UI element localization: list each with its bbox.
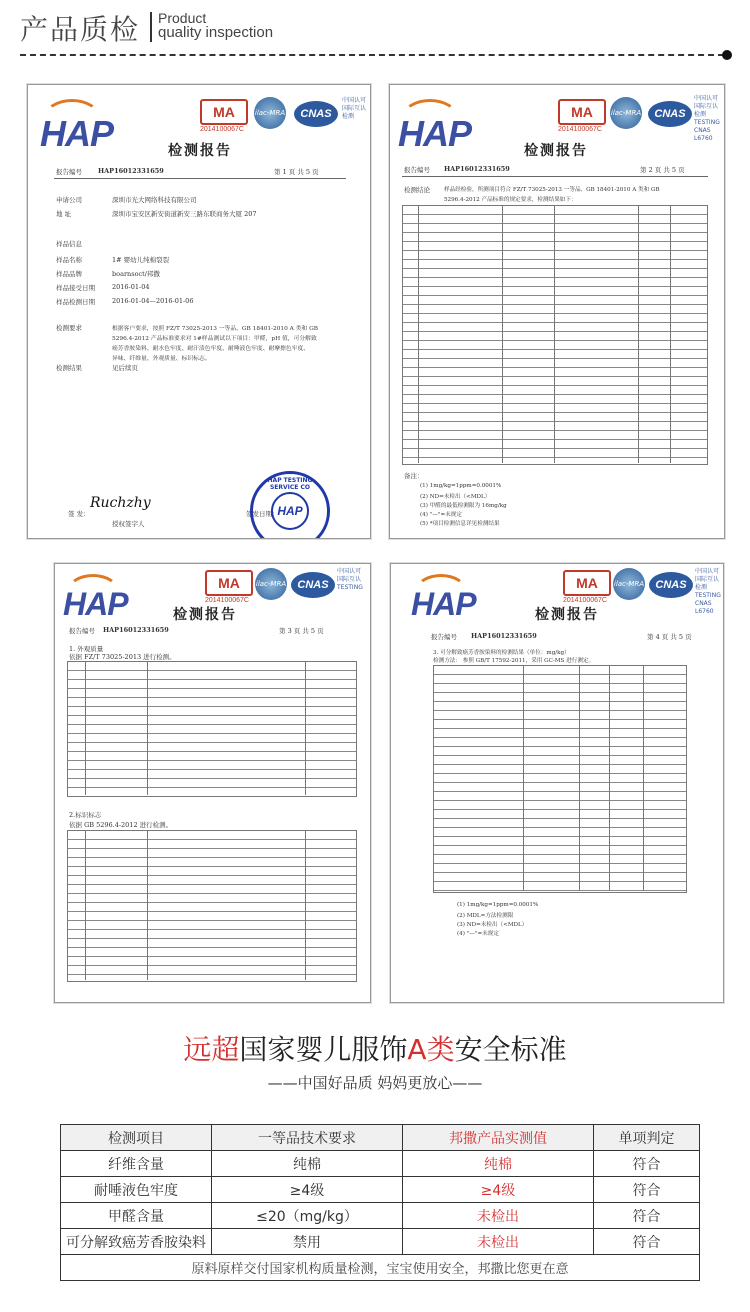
verdict-cell: 符合: [594, 1203, 700, 1229]
report-title: 检测报告: [524, 143, 588, 159]
table-col-line: [643, 665, 644, 891]
receive-date-label: 样品接受日期: [56, 284, 95, 292]
slogan-text-1: 国家婴儿服饰: [239, 1033, 408, 1066]
report-no-label: 报告编号: [431, 633, 457, 641]
table-row: [61, 1203, 700, 1229]
divider-dot: [722, 50, 732, 60]
ma-cert-logo: MA: [558, 99, 606, 125]
test-date-value: 2016-01-04—2016-01-06: [112, 297, 194, 305]
section-subtitle-en-2: quality inspection: [158, 24, 274, 41]
sign-label: 签 发：: [68, 510, 90, 518]
header-rule: [54, 178, 346, 179]
note-2: (2) ND=未检出（<MDL）: [420, 494, 491, 500]
report-no: HAP16012331659: [98, 167, 164, 175]
side-text-2: 国际互认: [342, 105, 367, 112]
brand-value: boarnsoct/邦撒: [112, 270, 160, 278]
seal-center-text: HAP: [271, 492, 309, 530]
cnas-logo: CNAS: [649, 572, 693, 598]
appearance-table: [67, 661, 357, 797]
side-text-5: CNAS L6760: [694, 127, 713, 142]
address-value: 深圳市宝安区新安街道新安三路东联商务大厦 207: [112, 210, 257, 218]
safety-slogan: [0, 1028, 750, 1068]
table-col-line: [579, 665, 580, 891]
header-cell: 邦撒产品实测值: [403, 1125, 594, 1151]
measured-cell: 未检出: [403, 1229, 594, 1255]
report-page-2: [389, 84, 725, 539]
table-col-line: [670, 205, 671, 463]
test-result-label: 检测结果: [56, 364, 82, 372]
section-2-title: 2.标识标志: [69, 811, 102, 819]
report-no: HAP16012331659: [103, 626, 169, 634]
results-table: [402, 205, 708, 465]
notes-label: 备注：: [404, 472, 424, 480]
note-2: (2) MDL=方法检测限: [457, 913, 514, 919]
side-text-3: 检测: [695, 584, 708, 591]
slogan-text-2: 安全标准: [454, 1033, 567, 1066]
ma-cert-logo: MA: [205, 570, 253, 596]
report-no: HAP16012331659: [471, 632, 537, 640]
ilac-mra-logo: ilac-MRA: [610, 97, 642, 129]
table-col-line: [418, 205, 419, 463]
requirement-line-3: 癌芳香胺染料、耐水色牢度、耐汗渍色牢度、耐唾液色牢度、耐摩擦色牢度、: [112, 346, 310, 352]
test-result-value: 见后续页: [112, 364, 138, 372]
table-col-line: [502, 205, 503, 463]
section-title: 产品质检: [20, 13, 141, 46]
side-text-2: 国际互认: [337, 576, 362, 583]
footer-note: 原料原样交付国家机构质量检测，宝宝使用安全，邦撒比您更在意: [61, 1255, 700, 1281]
item-cell: 纤维含量: [61, 1151, 212, 1177]
cert-side-text: [337, 568, 363, 592]
side-text-1: 中国认可: [694, 95, 719, 102]
page-indicator: 第 1 页 共 5 页: [274, 168, 319, 176]
hap-logo: HAP: [40, 113, 114, 154]
address-label: 地 址: [56, 210, 72, 218]
note-1: (1) 1mg/kg=1ppm=0.0001%: [457, 902, 539, 908]
side-text-3: 检测: [694, 111, 707, 118]
labeling-table: [67, 830, 357, 982]
ma-cert-logo: MA: [200, 99, 248, 125]
sample-name-label: 样品名称: [56, 256, 82, 264]
verdict-cell: 符合: [594, 1229, 700, 1255]
sample-name-value: 1# 婴幼儿纯棉裂裂: [112, 256, 170, 264]
item-cell: 甲醛含量: [61, 1203, 212, 1229]
page-indicator: 第 3 页 共 5 页: [279, 627, 324, 635]
table-col-line: [305, 661, 306, 795]
report-page-4: [390, 563, 724, 1003]
requirement-cell: 纯棉: [212, 1151, 403, 1177]
table-col-line: [85, 661, 86, 795]
requirement-line-4: 异味、纤维量、外观质量、标识标志。: [112, 356, 211, 362]
seal-ring-text: HAP TESTING SERVICE CO: [267, 477, 313, 491]
section-1-basis: 依据 FZ/T 73025-2013 进行检测。: [69, 653, 176, 661]
side-text-4: TESTING: [694, 119, 720, 126]
section-2-basis: 依据 GB 5296.4-2012 进行检测。: [69, 821, 173, 829]
verdict-cell: 符合: [594, 1177, 700, 1203]
table-col-line: [305, 830, 306, 980]
section-3-title: 3. 可分解致癌芳香胺染料的检测结果（单位：mg/kg）: [433, 650, 570, 656]
verdict-cell: 符合: [594, 1151, 700, 1177]
test-requirement-label: 检测要求: [56, 324, 82, 332]
sample-info-label: 样品信息: [56, 240, 82, 248]
table-row: [61, 1177, 700, 1203]
requirement-cell: ≥4级: [212, 1177, 403, 1203]
section-3-method: 检测方法： 参照 GB/T 17592-2011，采用 GC-MS 进行测定。: [433, 658, 595, 664]
cnas-logo: CNAS: [294, 101, 338, 127]
applicant-label: 申请公司: [56, 196, 82, 204]
measured-cell: 纯棉: [403, 1151, 594, 1177]
ma-cert-number: 2014100067C: [200, 126, 244, 133]
report-no-label: 报告编号: [56, 168, 82, 176]
ilac-mra-logo: ilac-MRA: [254, 97, 286, 129]
note-4: (4) "—"=未规定: [420, 512, 462, 518]
header-cell: 检测项目: [61, 1125, 212, 1151]
receive-date-value: 2016-01-04: [112, 283, 150, 291]
hap-logo: HAP: [398, 113, 472, 154]
table-footer-row: [61, 1255, 700, 1281]
report-no: HAP16012331659: [444, 165, 510, 173]
side-text-1: 中国认可: [337, 568, 362, 575]
cnas-logo: CNAS: [648, 101, 692, 127]
table-col-line: [638, 205, 639, 463]
header-rule: [402, 176, 708, 177]
conclusion-line-1: 样品经检验，所测项目符合 FZ/T 73025-2013 一等品、GB 18401-2010 A 类和 GB: [444, 187, 660, 193]
signer-label: 授权签字人: [112, 520, 145, 528]
table-col-line: [609, 665, 610, 891]
ilac-mra-logo: ilac-MRA: [613, 568, 645, 600]
report-page-1: [27, 84, 371, 539]
table-col-line: [147, 830, 148, 980]
page-indicator: 第 4 页 共 5 页: [647, 633, 692, 641]
note-1: (1) 1mg/kg=1ppm=0.0001%: [420, 483, 502, 489]
cert-side-text: [342, 97, 366, 121]
issue-date-label: 签发日期：: [246, 510, 279, 518]
title-divider: [150, 12, 152, 42]
ma-cert-number: 2014100067C: [558, 126, 602, 133]
page-indicator: 第 2 页 共 5 页: [640, 166, 685, 174]
table-row: [61, 1229, 700, 1255]
note-5: (5) *项目检测信息详见检测结果: [420, 521, 500, 527]
report-title: 检测报告: [168, 143, 232, 159]
requirement-cell: ≤20（mg/kg）: [212, 1203, 403, 1229]
amine-results-table: [433, 665, 687, 893]
signature: Ruchzhy: [90, 495, 151, 511]
official-seal: [250, 471, 330, 539]
section-header: [0, 0, 750, 80]
ma-cert-logo: MA: [563, 570, 611, 596]
side-text-1: 中国认可: [342, 97, 367, 104]
sub-slogan: ——中国好品质 妈妈更放心——: [267, 1074, 483, 1092]
section-1-title: 1. 外观质量: [69, 645, 104, 653]
table-col-line: [523, 665, 524, 891]
report-no-label: 报告编号: [69, 627, 95, 635]
report-no-label: 报告编号: [404, 166, 430, 174]
side-text-2: 国际互认: [695, 576, 720, 583]
report-title: 检测报告: [535, 607, 599, 623]
cert-side-text: [694, 95, 724, 143]
ilac-mra-logo: ilac-MRA: [255, 568, 287, 600]
header-cell: 一等品技术要求: [212, 1125, 403, 1151]
report-page-3: [54, 563, 371, 1003]
side-text-1: 中国认可: [695, 568, 720, 575]
side-text-4: TESTING: [337, 584, 363, 591]
comparison-table: [60, 1124, 700, 1281]
slogan-highlight-2: A类: [407, 1033, 455, 1066]
hap-logo: HAP: [63, 586, 128, 622]
requirement-cell: 禁用: [212, 1229, 403, 1255]
item-cell: 可分解致癌芳香胺染料: [61, 1229, 212, 1255]
side-text-3: 检测: [342, 113, 355, 120]
section-subtitle-en: Product: [158, 10, 207, 26]
table-col-line: [147, 661, 148, 795]
note-3: (3) ND=未检出（<MDL）: [457, 922, 528, 928]
slogan-highlight-1: 远超: [183, 1033, 240, 1066]
brand-label: 样品品牌: [56, 270, 82, 278]
note-3: (3) 甲醛的最低检测限为 16mg/kg: [420, 503, 507, 509]
ma-cert-number: 2014100067C: [563, 597, 607, 604]
cnas-logo: CNAS: [291, 572, 335, 598]
side-text-2: 国际互认: [694, 103, 719, 110]
table-row: [61, 1151, 700, 1177]
header-cell: 单项判定: [594, 1125, 700, 1151]
measured-cell: ≥4级: [403, 1177, 594, 1203]
test-date-label: 样品检测日期: [56, 298, 95, 306]
item-cell: 耐唾液色牢度: [61, 1177, 212, 1203]
ma-cert-number: 2014100067C: [205, 597, 249, 604]
requirement-line-1: 根据客户要求，按照 FZ/T 73025-2013 一等品、GB 18401-2010 A 类和 GB: [112, 326, 318, 332]
side-text-4: TESTING: [695, 592, 721, 599]
note-4: (4) "—"=未规定: [457, 931, 499, 937]
table-col-line: [554, 205, 555, 463]
table-header-row: [61, 1125, 700, 1151]
cert-side-text: [695, 568, 723, 616]
table-col-line: [85, 830, 86, 980]
conclusion-line-2: 5296.4-2012 产品标准的规定要求，检测结果如下：: [444, 197, 577, 203]
side-text-5: CNAS L6760: [695, 600, 714, 615]
conclusion-label: 检测结论: [404, 186, 430, 194]
dashed-divider: [20, 54, 724, 56]
applicant-value: 深圳市光大网络科技有限公司: [112, 196, 197, 204]
hap-logo: HAP: [411, 586, 476, 622]
report-title: 检测报告: [173, 607, 237, 623]
measured-cell: 未检出: [403, 1203, 594, 1229]
requirement-line-2: 5296.4-2012 产品标准要求对 1#样品测试以下项目：甲醛，pH 值，可分解致: [112, 336, 317, 342]
